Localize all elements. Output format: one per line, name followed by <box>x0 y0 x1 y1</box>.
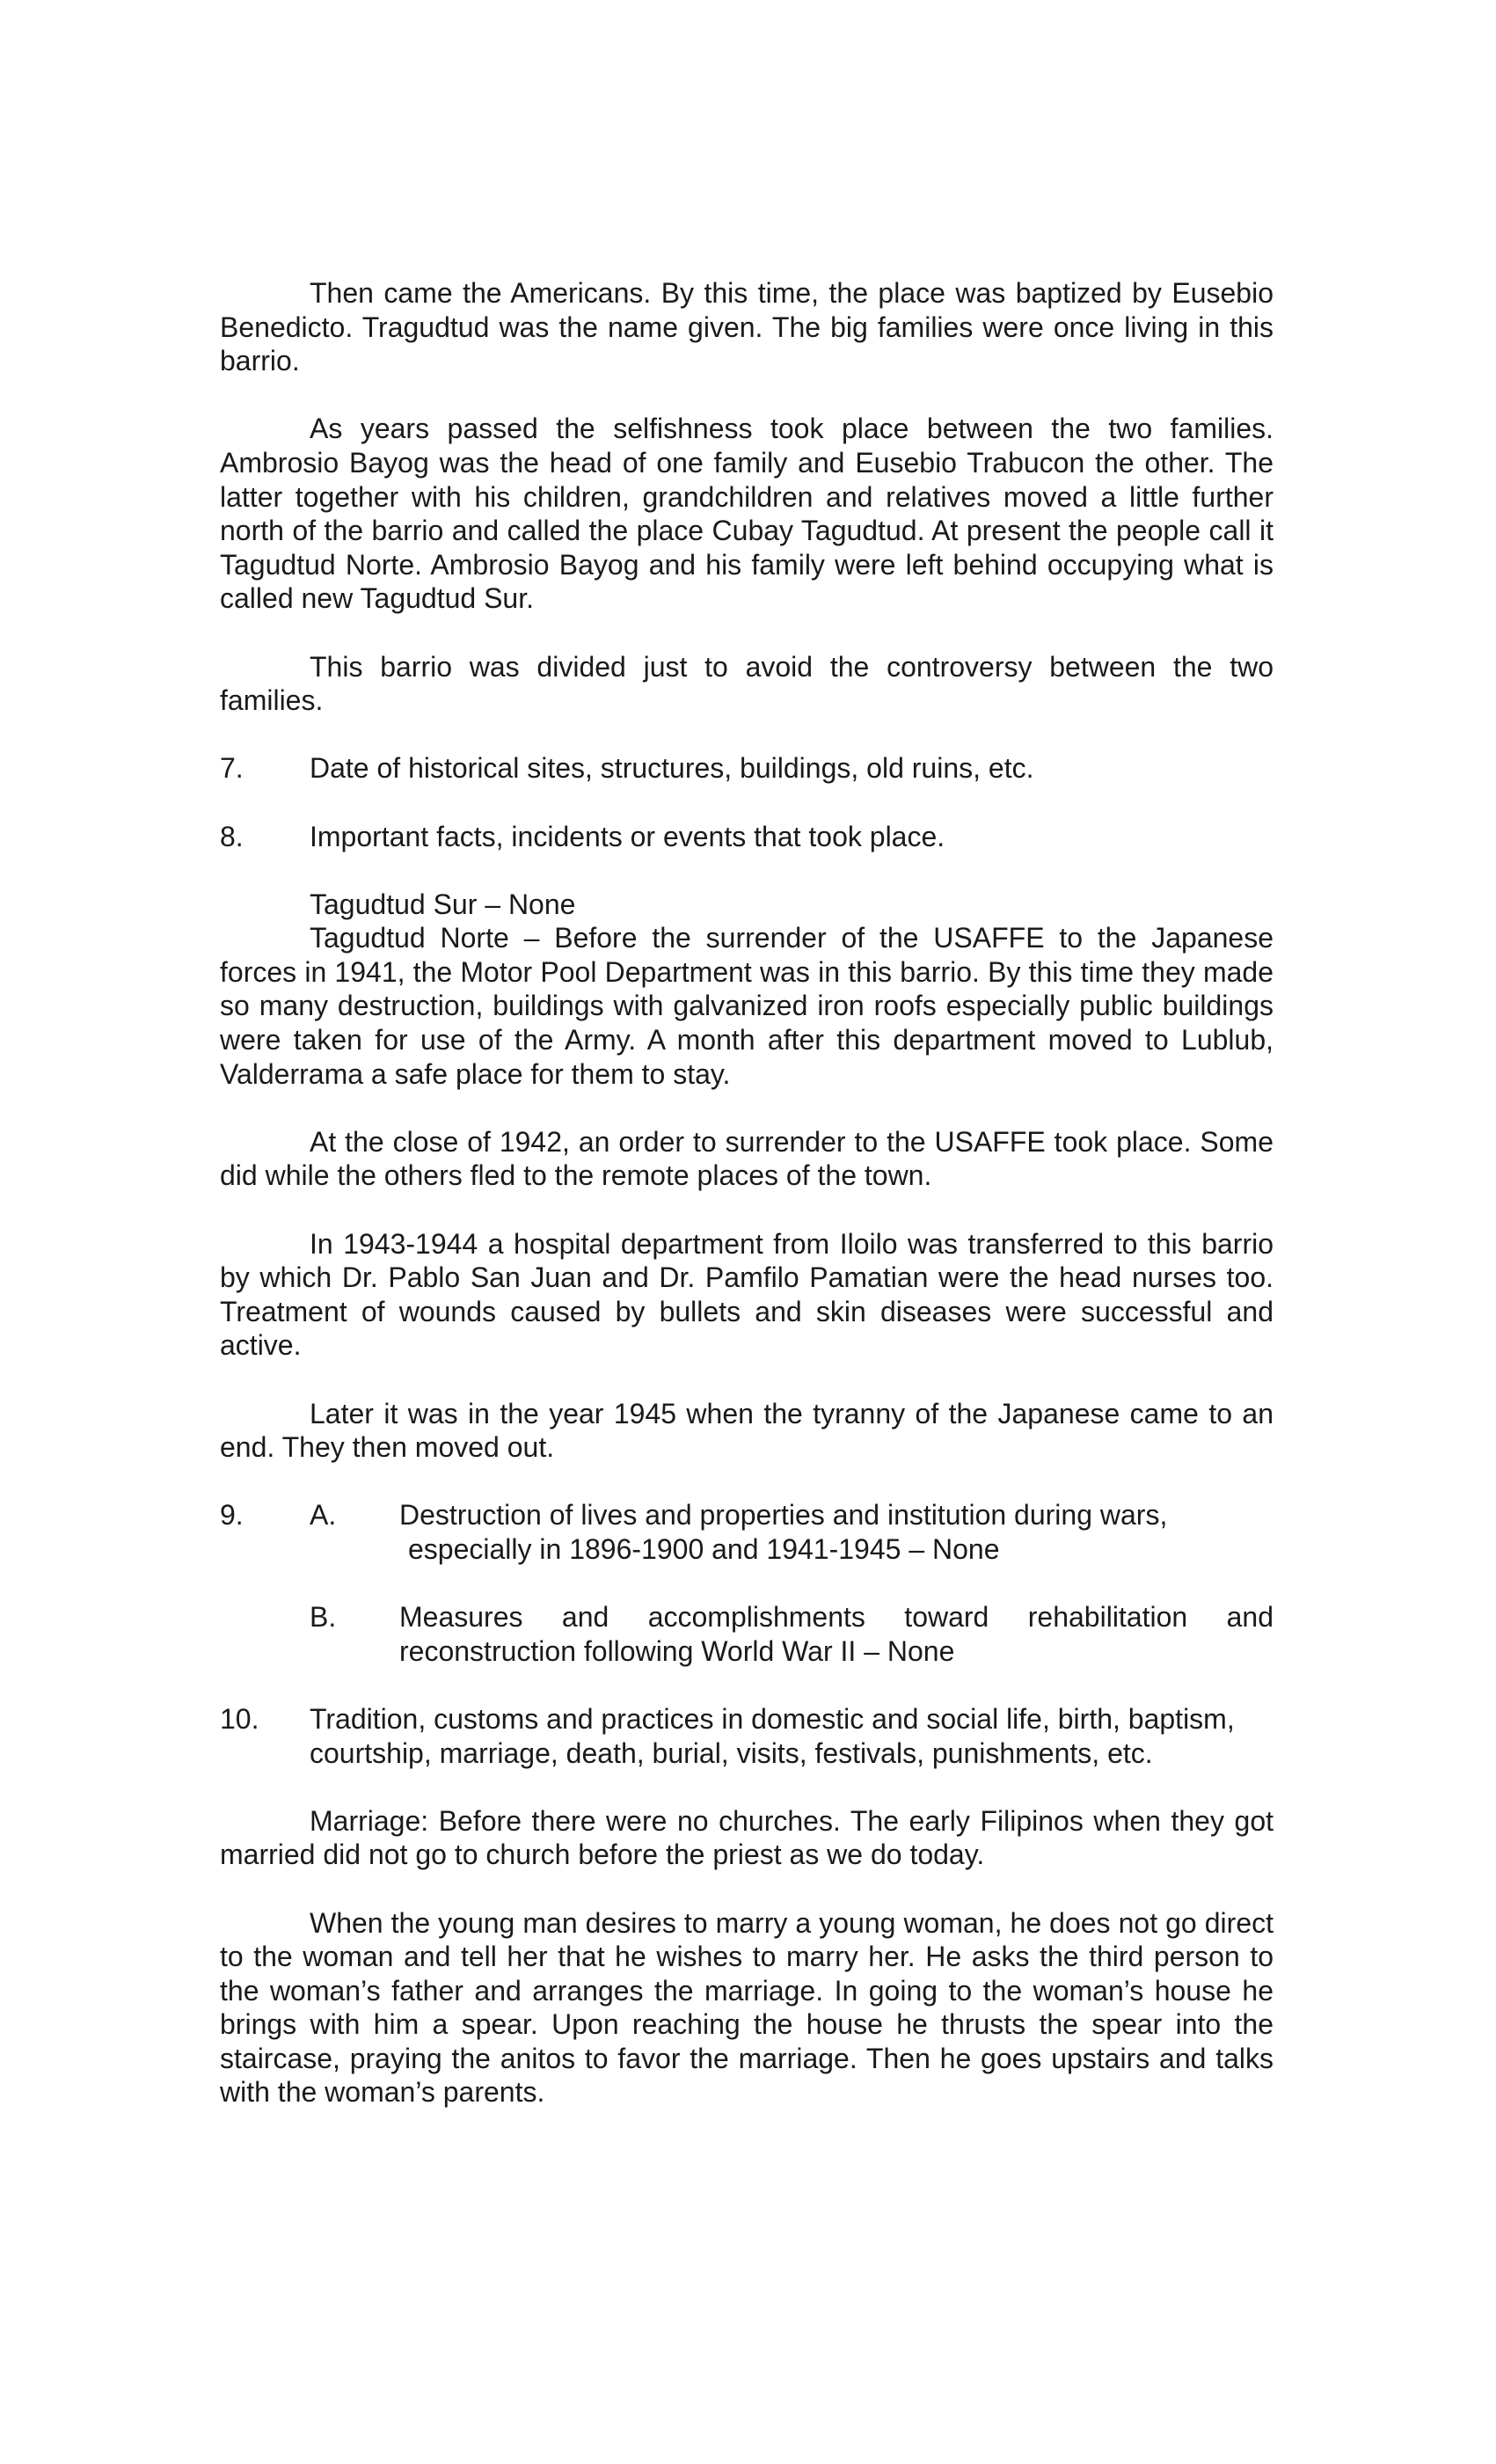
tagudtud-sur-line: Tagudtud Sur – None <box>310 888 576 920</box>
item-8 <box>220 820 1273 854</box>
item-9a-letter: A. <box>310 1499 337 1532</box>
item-9b-letter: B. <box>310 1601 337 1634</box>
item-9b <box>220 1600 1273 1668</box>
item-9-number: 9. <box>220 1499 244 1532</box>
item-9b-text: Measures and accomplishments toward rehabilitation and reconstruction following World War II – None <box>399 1601 1273 1667</box>
paragraph-americans: Then came the Americans. By this time, the place was baptized by Eusebio Benedicto. Tragudtud was the name given. The big families were once living in this barrio. <box>220 277 1273 377</box>
document-page <box>220 276 1273 2144</box>
item-7-number: 7. <box>220 752 244 785</box>
item-8-number: 8. <box>220 820 244 852</box>
item-8-text: Important facts, incidents or events that took place. <box>310 820 945 852</box>
tagudtud-norte-paragraph: Tagudtud Norte – Before the surrender of the USAFFE to the Japanese forces in 1941, the Motor Pool Department was in this barrio. By this time they made so many destruction, buildings with galvanized iron roofs especially public buildings were taken for use of the Army. A month after this department moved to Lublub, Valderrama a safe place for them to stay. <box>220 922 1273 1090</box>
item-10-number: 10. <box>220 1702 259 1735</box>
paragraph-selfishness: As years passed the selfishness took place between the two families. Ambrosio Bayog was the head of one family and Eusebio Trabucon the other. The latter together with his children, grandchildren and relatives moved a little further north of the barrio and called the place Cubay Tagudtud. At present the people call it Tagudtud Norte. Ambrosio Bayog and his family were left behind occupying what is called new Tagudtud Sur. <box>220 413 1273 615</box>
item-10-text: Tradition, customs and practices in domestic and social life, birth, baptism, courtship, marriage, death, burial, visits, festivals, punishments, etc. <box>310 1702 1235 1769</box>
item-7-text: Date of historical sites, structures, buildings, old ruins, etc. <box>310 752 1034 785</box>
paragraph-marriage: Marriage: Before there were no churches. The early Filipinos when they got married did not go to church before the priest as we do today. <box>220 1804 1273 1871</box>
item-9a-line-2: especially in 1896-1900 and 1941-1945 – None <box>408 1532 1000 1565</box>
item-9a <box>220 1498 1273 1566</box>
paragraph-1943: In 1943-1944 a hospital department from Iloilo was transferred to this barrio by which Dr. Pablo San Juan and Dr. Pamfilo Pamatian were the head nurses too. Treatment of wounds caused by bullets and skin diseases were successful and active. <box>220 1227 1273 1362</box>
item-7 <box>220 751 1273 786</box>
paragraph-1945: Later it was in the year 1945 when the tyranny of the Japanese came to an end. They then moved out. <box>220 1397 1273 1464</box>
item-9a-text <box>399 1498 1273 1566</box>
paragraph-division: This barrio was divided just to avoid the controversy between the two families. <box>220 650 1273 717</box>
item-9a-line-1: Destruction of lives and properties and institution during wars, <box>399 1499 1168 1532</box>
item-9b-spacer <box>220 1600 310 1668</box>
paragraph-1942: At the close of 1942, an order to surrender to the USAFFE took place. Some did while the others fled to the remote places of the town. <box>220 1125 1273 1192</box>
paragraph-young-man: When the young man desires to marry a young woman, he does not go direct to the woman and tell her that he wishes to marry her. He asks the third person to the woman’s father and arranges the marriage. In going to the woman’s house he brings with him a spear. Upon reaching the house he thrusts the spear into the staircase, praying the anitos to favor the marriage. Then he goes upstairs and talks with the woman’s parents. <box>220 1906 1273 2109</box>
item-10 <box>220 1702 1273 1770</box>
